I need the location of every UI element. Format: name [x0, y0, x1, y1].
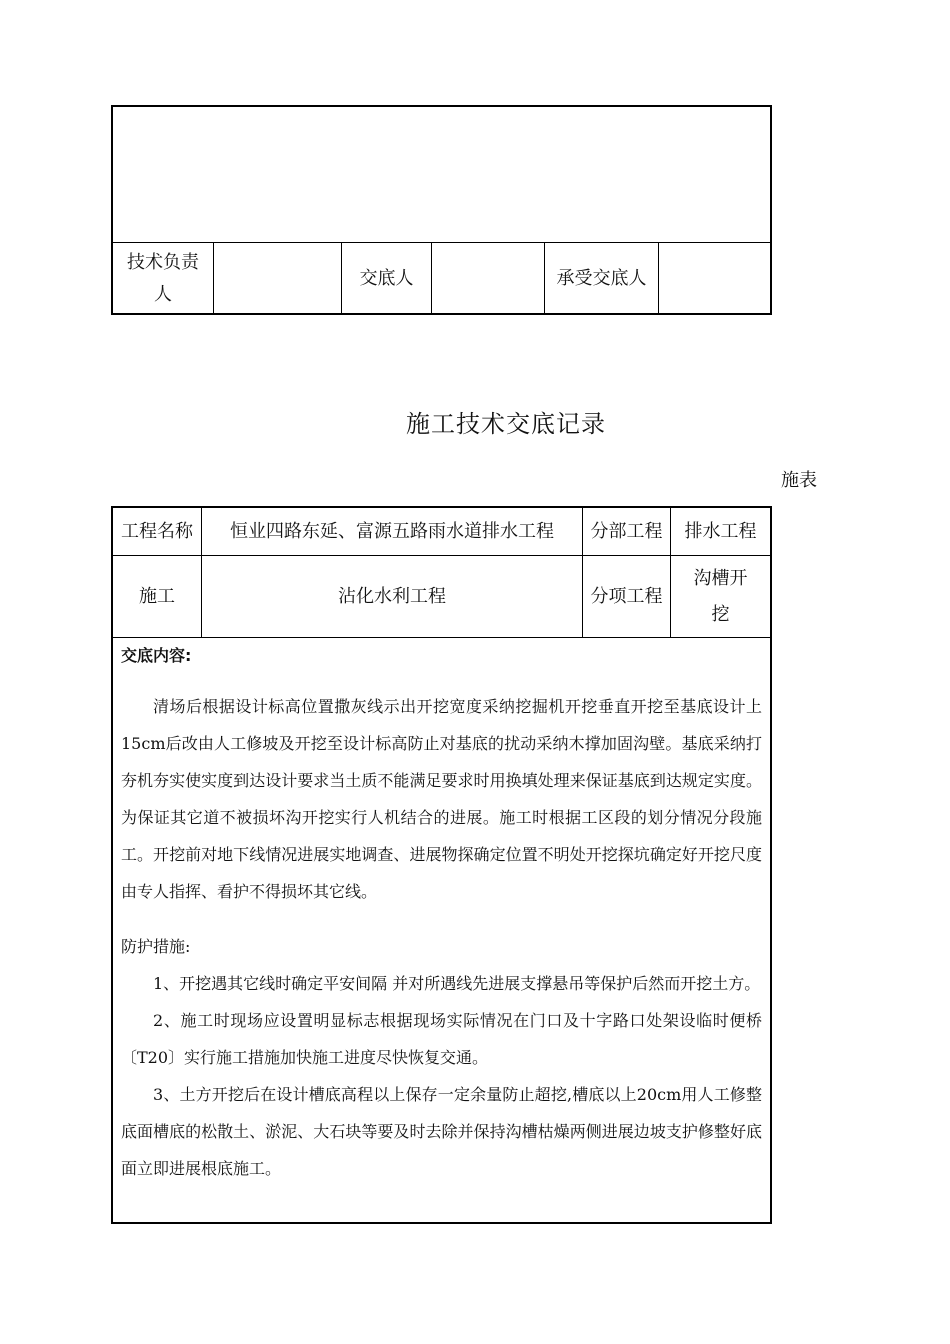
- measures-heading: 防护措施:: [121, 937, 191, 956]
- project-name-value: 恒业四路东延、富源五路雨水道排水工程: [202, 508, 583, 555]
- measure-item-3: 3、土方开挖后在设计槽底高程以上保存一定余量防止超挖,槽底以上20cm用人工修整底面槽底的松散土、淤泥、大石块等要及时去除并保持沟槽枯燥两侧进展边坡支护修整好底面立即进展根底施工。: [121, 1085, 762, 1178]
- measure-item-1: 1、开挖遇其它线时确定平安间隔 并对所遇线先进展支撑悬吊等保护后然而开挖土方。: [153, 974, 761, 993]
- contractor-row: [113, 556, 770, 638]
- disclosure-content: [113, 638, 770, 1187]
- disclosure-table: [111, 506, 772, 1224]
- tech-lead-label: [113, 243, 214, 315]
- tech-lead-label-text: 技术负责人: [127, 252, 199, 305]
- recipient-label-text: 承受交底人: [556, 268, 647, 289]
- signature-table-blank-area: [113, 107, 770, 243]
- discloser-value-cell: [432, 243, 545, 315]
- contractor-value: 沾化水利工程: [202, 556, 583, 637]
- contractor-label: 施工: [113, 556, 202, 637]
- subitem-value: 沟槽开挖: [693, 567, 748, 625]
- content-heading: 交底内容:: [121, 646, 192, 665]
- recipient-value-cell: [659, 243, 770, 315]
- tech-lead-value-cell: [214, 243, 342, 315]
- subitem-label: 分项工程: [583, 556, 671, 637]
- measure-item-2: 2、施工时现场应设置明显标志根据现场实际情况在门口及十字路口处架设临时便桥〔T20〕实行施工措施加快施工进度尽快恢复交通。: [121, 1011, 762, 1067]
- division-value: 排水工程: [684, 520, 757, 542]
- form-code: 施表: [781, 470, 817, 491]
- recipient-label: [545, 243, 659, 315]
- division-label: 分部工程: [583, 508, 671, 555]
- project-name-label: 工程名称: [113, 508, 202, 555]
- project-name-row: [113, 508, 770, 556]
- discloser-label-text: 交底人: [359, 268, 414, 289]
- document-title: 施工技术交底记录: [406, 410, 606, 438]
- signature-table: [111, 105, 772, 315]
- discloser-label: [342, 243, 432, 315]
- content-paragraph: 清场后根据设计标高位置撒灰线示出开挖宽度采纳挖掘机开挖垂直开挖至基底设计上15cm后改由人工修坡及开挖至设计标高防止对基底的扰动采纳木撑加固沟壁。基底采纳打夯机夯实使实度到达设计要求当土质不能满足要求时用换填处理来保证基底到达规定实度。为保证其它道不被损坏沟开挖实行人机结合的进展。施工时根据工区段的划分情况分段施工。开挖前对地下线情况进展实地调查、进展物探确定位置不明处开挖探坑确定好开挖尺度由专人指挥、看护不得损坏其它线。: [121, 697, 762, 901]
